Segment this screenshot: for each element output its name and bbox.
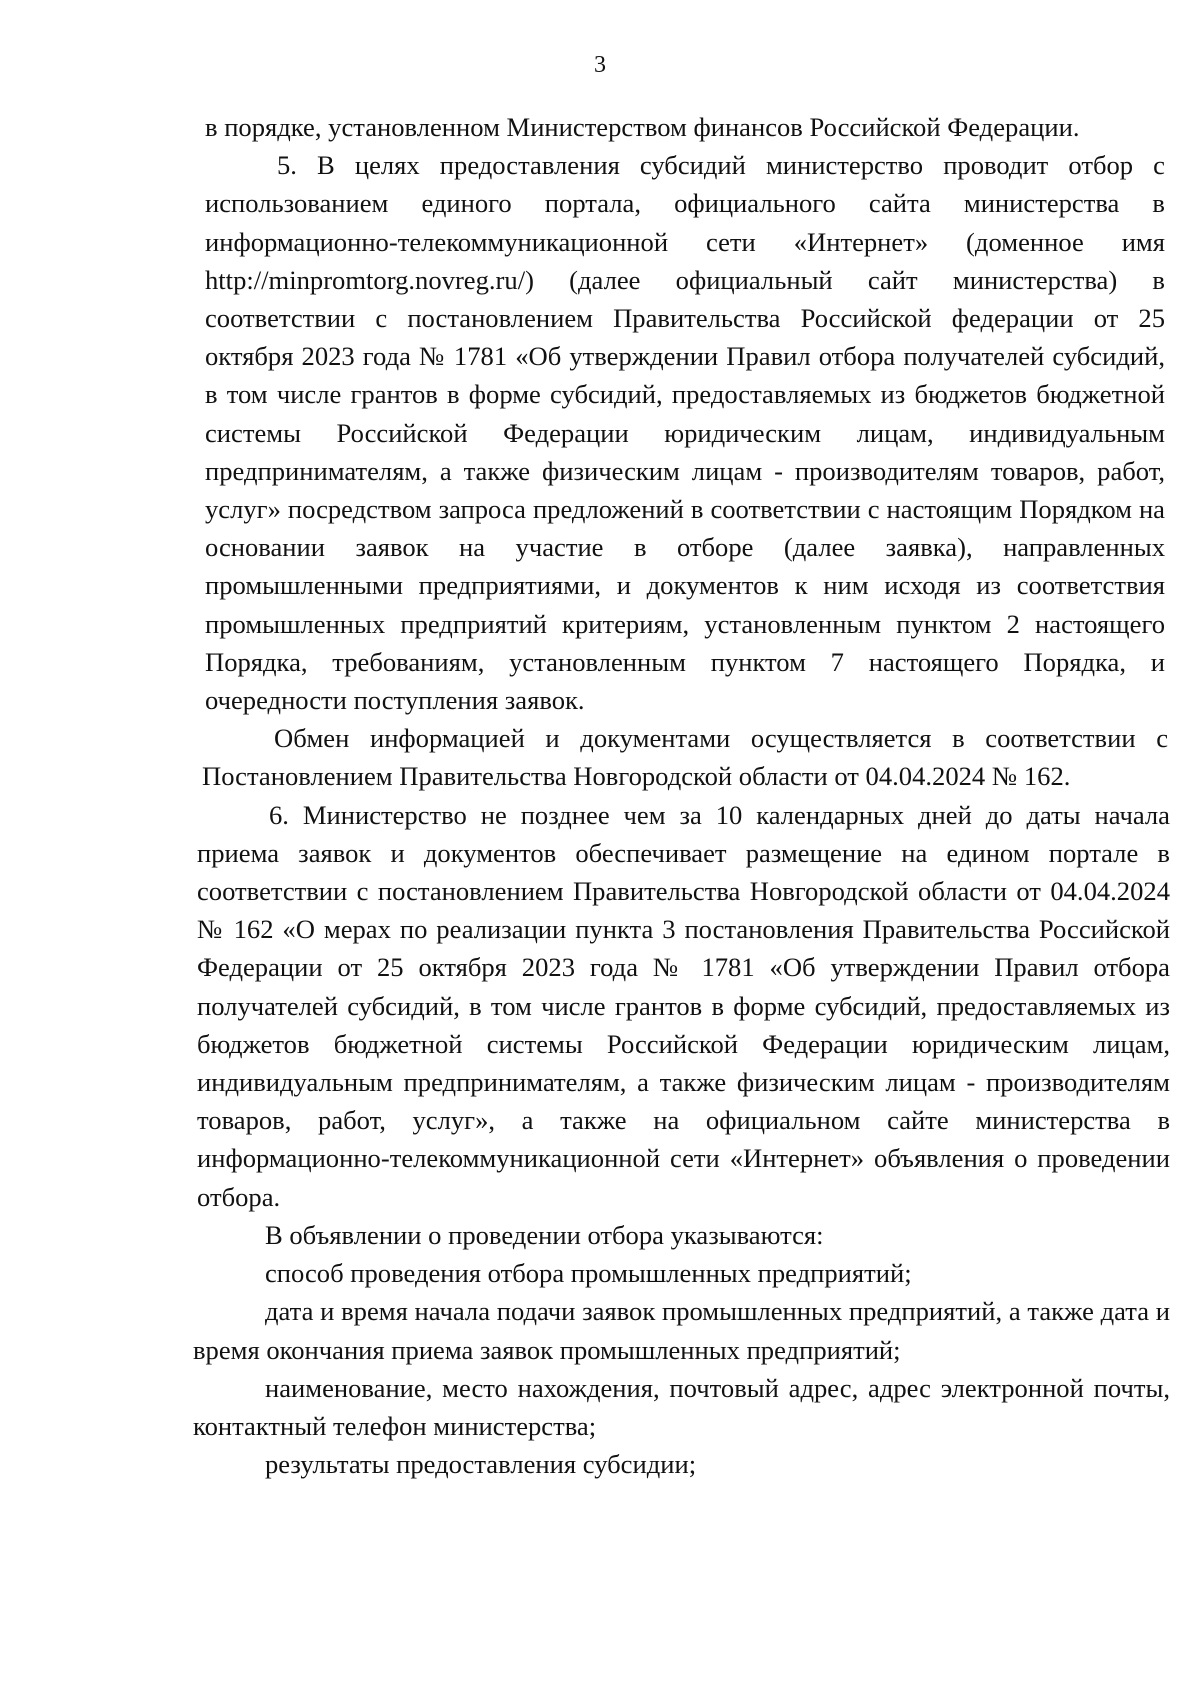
paragraph-item-6: 6. Министерство не позднее чем за 10 календарных дней до даты начала приема заявок и документов обеспечивает размещение на едином портале в соответствии с постановлением Правительства Новгородской области от 04.04.2024 № 162 «О мерах по реализации пункта 3 постановления Правительства Российской Федерации от 25 октября 2023 года № 1781 «Об утверждении Правил отбора получателей субсидий, в том числе грантов в форме субсидий, предоставляемых из бюджетов бюджетной системы Российской Федерации юридическим лицам, индивидуальным предпринимателям, а также физическим лицам - производителям товаров, работ, услуг», а также на официальном сайте министерства в информационно-телекоммуникационной сети «Интернет» объявления о проведении отбора. [197,799,1170,1212]
page-number: 3 [594,52,606,78]
list-item-selection-method: способ проведения отбора промышленных предприятий; [265,1258,912,1289]
paragraph-information-exchange: Обмен информацией и документами осуществляется в соответствии с Постановлением Правительства Новгородской области от 04.04.2024 № 162. [202,723,1168,792]
list-item-subsidy-results: результаты предоставления субсидии; [265,1449,697,1480]
list-item-application-dates: дата и время начала подачи заявок промышленных предприятий, а также дата и время окончания приема заявок промышленных предприятий; [193,1296,1170,1365]
paragraph-announcement-intro: В объявлении о проведении отбора указываются: [265,1219,824,1250]
document-body [193,108,1170,1483]
paragraph-continuation: в порядке, установленном Министерством финансов Российской Федерации. [205,112,1080,142]
list-item-ministry-contacts: наименование, место нахождения, почтовый адрес, адрес электронной почты, контактный телефон министерства; [193,1372,1170,1441]
paragraph-item-5: 5. В целях предоставления субсидий министерство проводит отбор с использованием единого портала, официального сайта министерства в информационно-телекоммуникационной сети «Интернет» (доменное имя http://minpromtorg.novreg.ru/) (далее официальный сайт министерства) в соответствии с постановлением Правительства Российской федерации от 25 октября 2023 года № 1781 «Об утверждении Правил отбора получателей субсидий, в том числе грантов в форме субсидий, предоставляемых из бюджетов бюджетной системы Российской Федерации юридическим лицам, индивидуальным предпринимателям, а также физическим лицам - производителям товаров, работ, услуг» посредством запроса предложений в соответствии с настоящим Порядком на основании заявок на участие в отборе (далее заявка), направленных промышленными предприятиями, и документов к ним исходя из соответствия промышленных предприятий критериям, установленным пунктом 2 настоящего Порядка, требованиям, установленным пунктом 7 настоящего Порядка, и очередности поступления заявок. [205,150,1165,716]
